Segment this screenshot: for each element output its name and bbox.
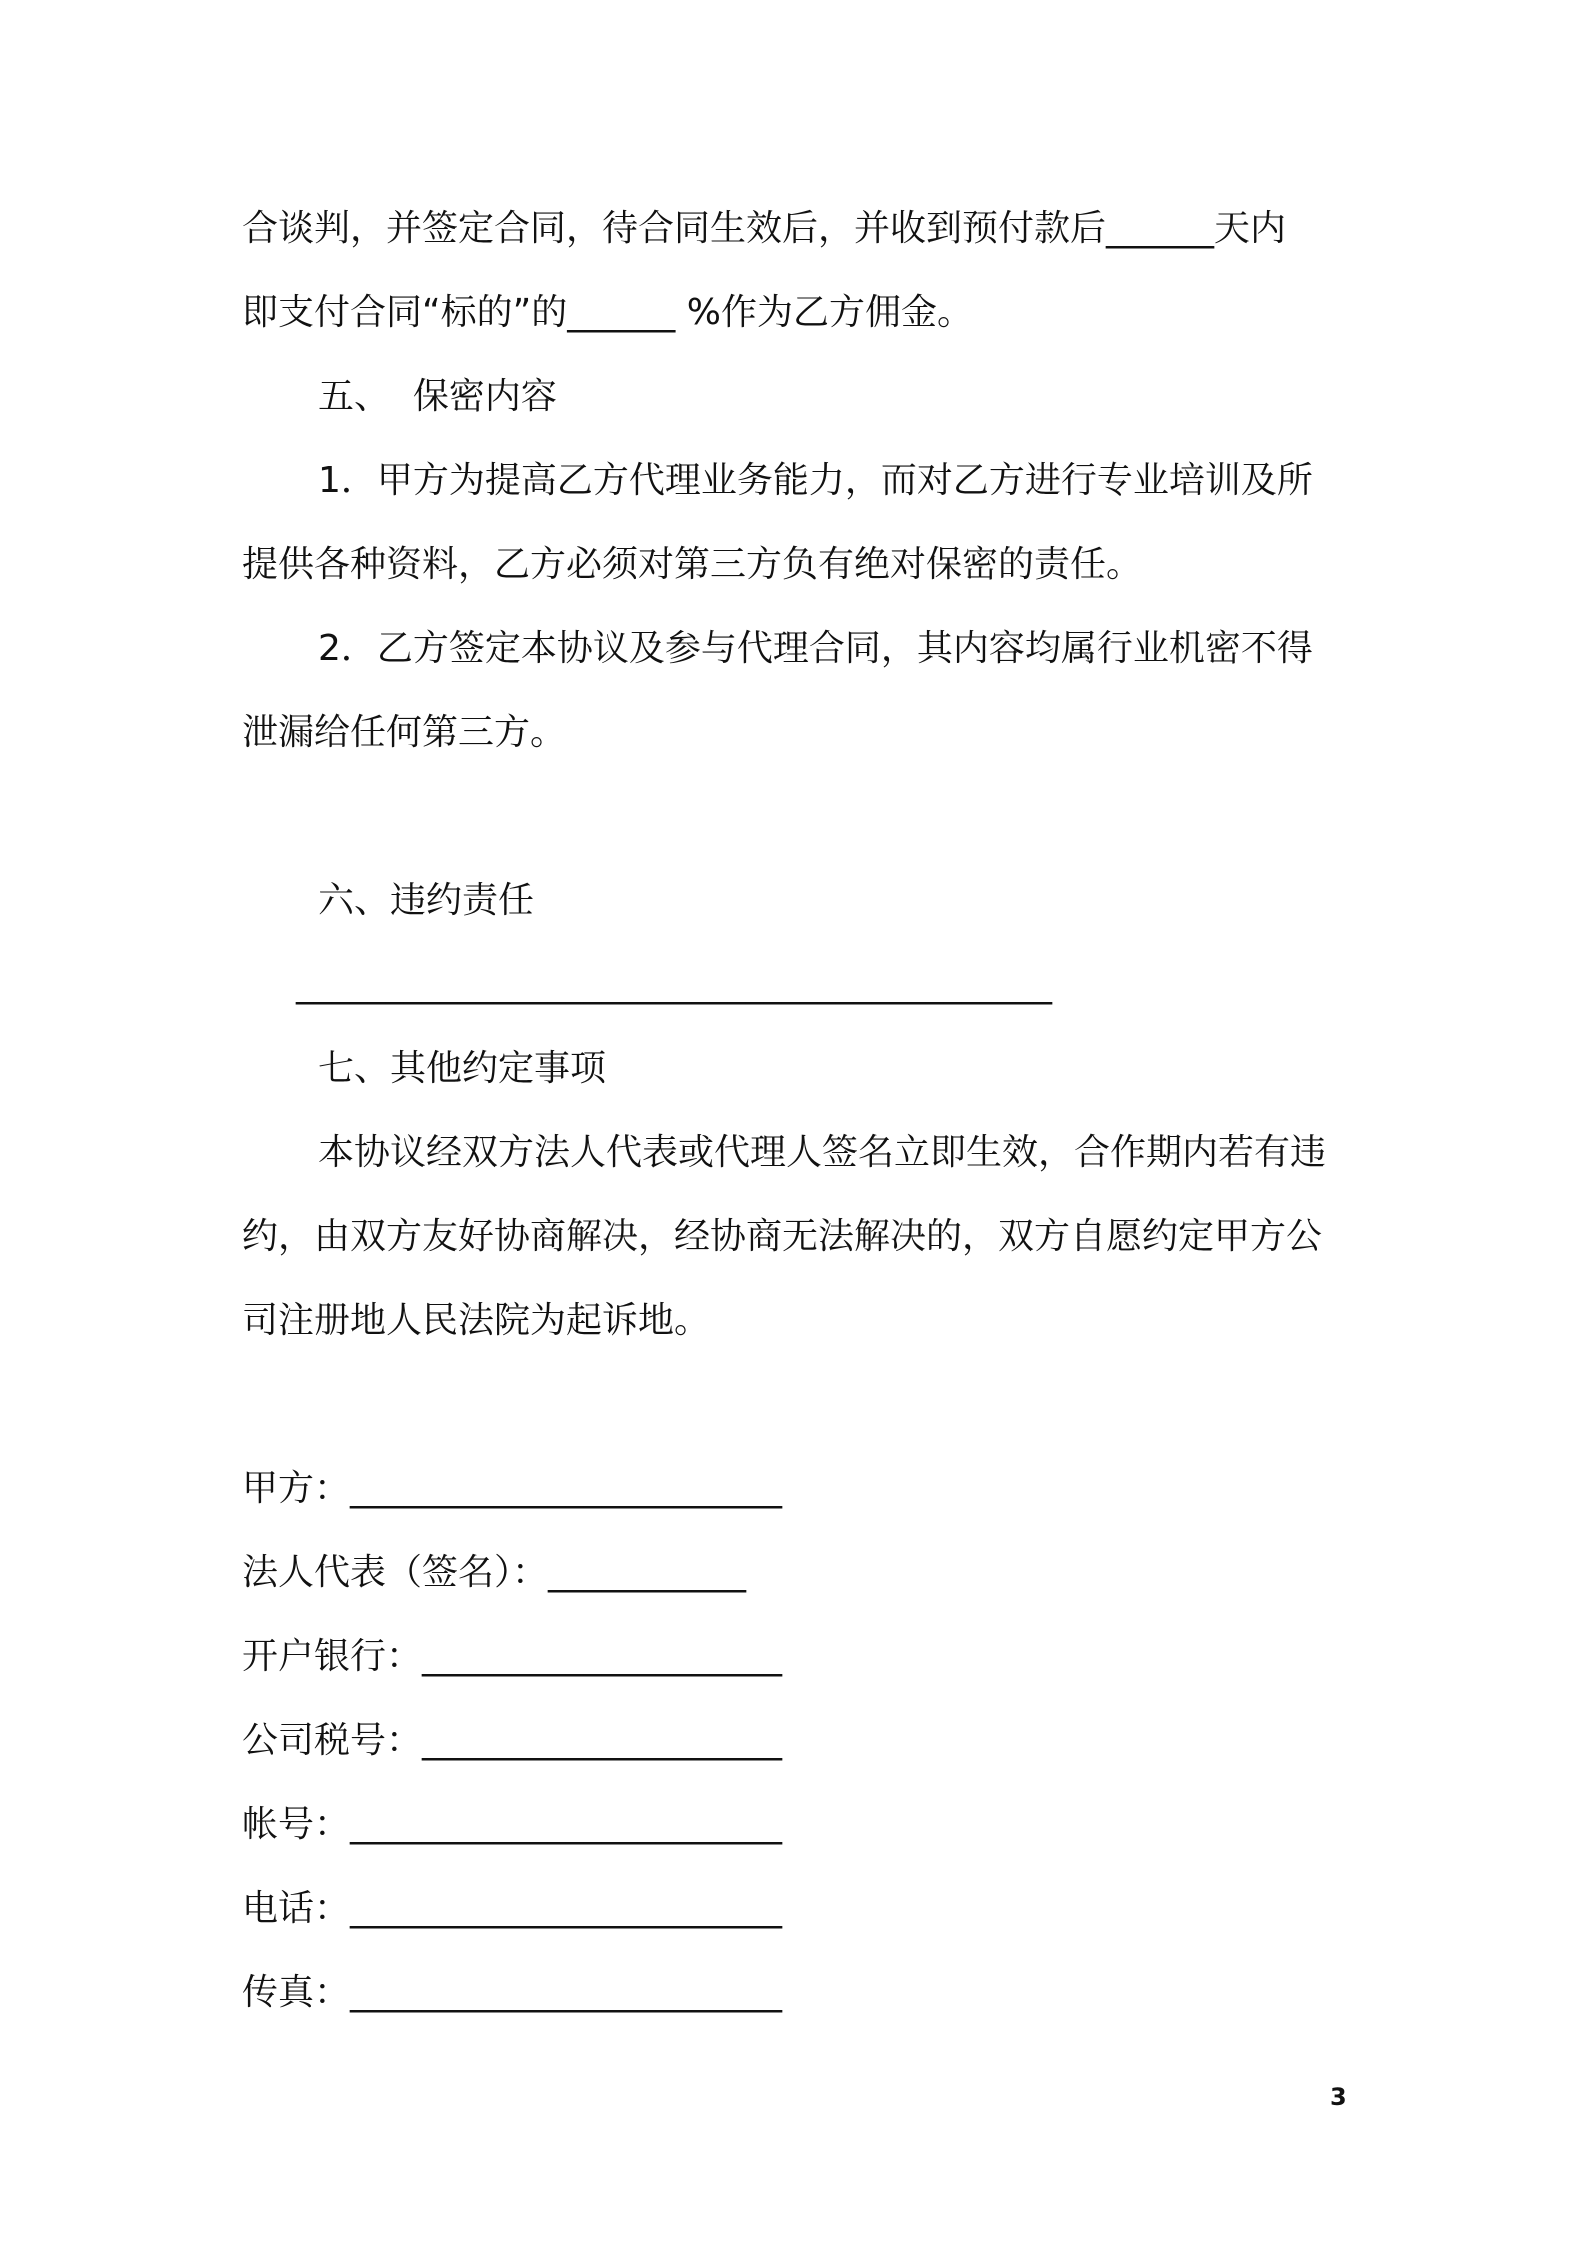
section-5-item-2-line-2: 泄漏给任何第三方。 — [242, 712, 567, 753]
section-5-heading: 五、 保密内容 — [318, 376, 557, 417]
section-7-body-line-3: 司注册地人民法院为起诉地。 — [242, 1300, 711, 1341]
section-7-body-line-2: 约，由双方友好协商解决，经协商无法解决的，双方自愿约定甲方公 — [242, 1216, 1323, 1257]
fax-field: 传真：________________________ — [242, 1972, 783, 2013]
section-6-blank-line: __________________________________________ — [296, 964, 1052, 1005]
phone-field: 电话：________________________ — [242, 1888, 783, 1929]
section-6-heading: 六、违约责任 — [318, 880, 535, 921]
page-number: 3 — [1330, 2083, 1347, 2111]
tax-id-field: 公司税号：____________________ — [242, 1720, 783, 1761]
party-a-field: 甲方：________________________ — [242, 1468, 783, 1509]
section-7-heading: 七、其他约定事项 — [318, 1048, 607, 1089]
payment-line-2: 即支付合同“标的”的______ %作为乙方佣金。 — [242, 292, 973, 333]
bank-field: 开户银行：____________________ — [242, 1636, 783, 1677]
payment-line-1: 合谈判，并签定合同，待合同生效后，并收到预付款后______天内 — [242, 208, 1287, 249]
section-5-item-1-line-2: 提供各种资料，乙方必须对第三方负有绝对保密的责任。 — [242, 544, 1143, 585]
section-5-item-2-line-1: 2．乙方签定本协议及参与代理合同，其内容均属行业机密不得 — [318, 628, 1313, 669]
section-5-item-1-line-1: 1．甲方为提高乙方代理业务能力，而对乙方进行专业培训及所 — [318, 460, 1313, 501]
account-field: 帐号：________________________ — [242, 1804, 783, 1845]
legal-rep-signature-field: 法人代表（签名）：___________ — [242, 1552, 747, 1593]
section-7-body-line-1: 本协议经双方法人代表或代理人签名立即生效，合作期内若有违 — [318, 1132, 1327, 1173]
